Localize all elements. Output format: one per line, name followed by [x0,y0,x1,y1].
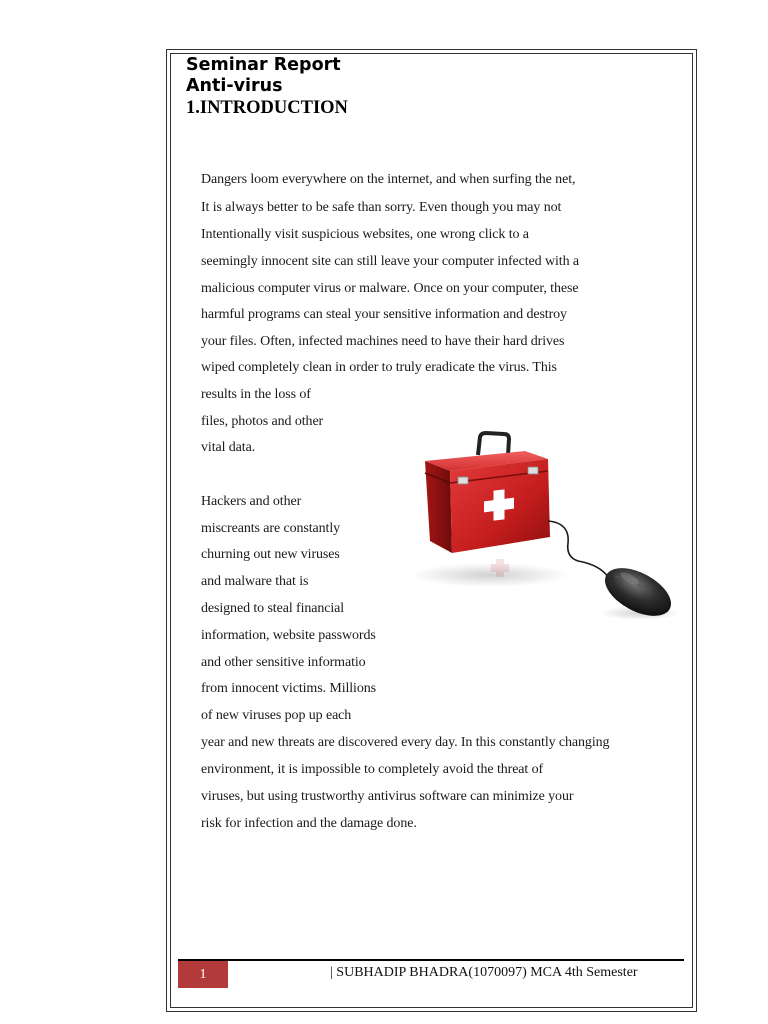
section-heading: 1.INTRODUCTION [186,98,348,118]
body-line: designed to steal financial [201,601,345,616]
body-line: and other sensitive informatio [201,655,366,670]
body-line: malicious computer virus or malware. Once on your computer, these [201,281,579,296]
body-line: and malware that is [201,574,309,589]
footer-rule [178,959,684,961]
body-line: viruses, but using trustworthy antivirus software can minimize your [201,789,574,804]
report-title: Seminar Report [186,55,341,75]
body-line: churning out new viruses [201,547,340,562]
first-aid-kit-mouse-illustration [400,425,690,625]
body-line: seemingly innocent site can still leave your computer infected with a [201,254,579,269]
body-line: your files. Often, infected machines need to have their hard drives [201,334,565,349]
body-line: wiped completely clean in order to truly eradicate the virus. This [201,360,557,375]
page-number-box [178,961,228,988]
body-line: files, photos and other [201,414,324,429]
page-number: 1 [199,966,207,982]
body-line: information, website passwords [201,628,376,643]
body-line: It is always better to be safe than sorry. Even though you may not [201,200,562,215]
body-line: environment, it is impossible to completely avoid the threat of [201,762,544,777]
body-line: vital data. [201,440,256,455]
body-line: harmful programs can steal your sensitive information and destroy [201,307,567,322]
footer-author-text: | SUBHADIP BHADRA(1070097) MCA 4th Semester [330,965,638,980]
body-line: results in the loss of [201,387,311,402]
body-line: miscreants are constantly [201,521,341,536]
body-line: Intentionally visit suspicious websites, one wrong click to a [201,227,529,242]
body-line: from innocent victims. Millions [201,681,376,696]
body-line: risk for infection and the damage done. [201,816,417,831]
body-line: Hackers and other [201,494,302,509]
body-line: of new viruses pop up each [201,708,352,723]
body-line: Dangers loom everywhere on the internet, and when surfing the net, [201,172,576,187]
body-line: year and new threats are discovered every day. In this constantly changing [201,735,610,750]
report-subtitle: Anti-virus [186,76,283,96]
